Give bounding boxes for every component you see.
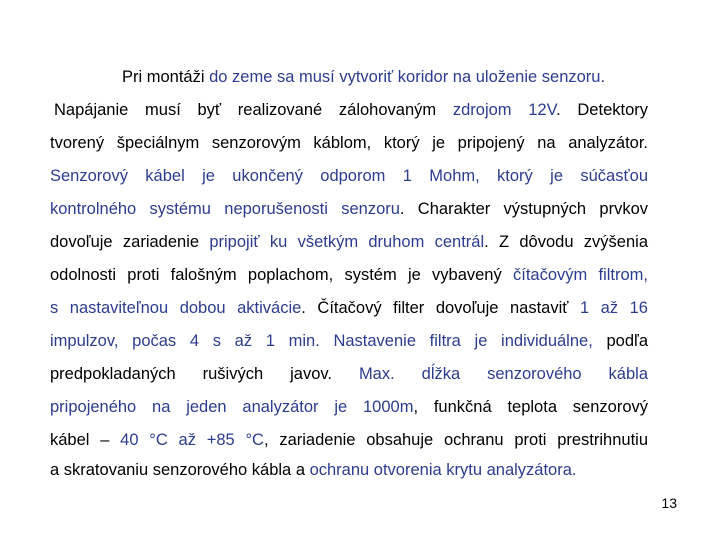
text-segment: tvorený špeciálnym senzorovým káblom, ktorý je pripojený na analyzátor. xyxy=(50,134,648,152)
text-segment: dovoľuje zariadenie xyxy=(50,233,210,251)
highlighted-text: Max. dĺžka senzorového kábla xyxy=(358,365,648,383)
highlighted-text: 40 °C až +85 °C xyxy=(120,431,264,449)
text-line xyxy=(54,99,648,121)
highlighted-text: kontrolného systému neporušenosti senzoru xyxy=(50,200,400,218)
text-line xyxy=(50,264,648,286)
highlighted-text: čítačovým filtrom, xyxy=(512,266,648,284)
highlighted-text: do zeme sa musí vytvoriť koridor na uloženie senzoru. xyxy=(209,68,606,86)
text-segment: . Čítačový filter dovoľuje nastaviť xyxy=(301,299,580,317)
text-segment: Napájanie musí byť realizované zálohovaným xyxy=(54,101,453,119)
text-line xyxy=(50,198,648,220)
text-segment: predpokladaných rušivých javov. xyxy=(50,365,359,383)
text-segment: kábel – xyxy=(50,431,121,449)
text-segment: podľa xyxy=(592,332,648,350)
text-segment: a skratovaniu senzorového kábla a xyxy=(50,461,310,479)
highlighted-text: pripojiť ku všetkým druhom centrál xyxy=(209,233,485,251)
text-segment: . Charakter výstupných prvkov xyxy=(399,200,648,218)
highlighted-text: ochranu otvorenia krytu analyzátora. xyxy=(309,461,577,479)
text-line xyxy=(50,330,648,352)
highlighted-text: pripojeného na jeden analyzátor je xyxy=(50,398,363,416)
text-segment: , zariadenie obsahuje ochranu proti prestrihnutiu xyxy=(263,431,648,449)
text-line xyxy=(50,165,648,187)
highlighted-text: zdrojom 12V xyxy=(452,101,557,119)
text-line xyxy=(50,396,648,418)
text-line xyxy=(50,429,648,451)
highlighted-text: 1 až 16 xyxy=(579,299,648,317)
highlighted-text: impulzov, počas 4 s až 1 min. Nastavenie filtra je individuálne, xyxy=(50,332,593,350)
text-line xyxy=(50,231,648,253)
highlighted-text: 1000m xyxy=(363,398,414,416)
text-line xyxy=(50,363,648,385)
text-line xyxy=(122,66,648,88)
highlighted-text: Senzorový kábel je ukončený odporom 1 Mohm, ktorý je súčasťou xyxy=(50,167,648,185)
text-line xyxy=(50,297,648,319)
text-segment: , funkčná teplota senzorový xyxy=(413,398,649,416)
text-segment: . Detektory xyxy=(556,101,648,119)
text-segment: . Z dôvodu zvýšenia xyxy=(484,233,648,251)
text-segment: odolnosti proti falošným poplachom, systém je vybavený xyxy=(50,266,513,284)
highlighted-text: s nastaviteľnou dobou aktivácie xyxy=(50,299,302,317)
page-number: 13 xyxy=(661,495,677,511)
text-segment: Pri montáži xyxy=(122,68,210,86)
text-line xyxy=(50,459,648,481)
text-line xyxy=(50,132,648,154)
